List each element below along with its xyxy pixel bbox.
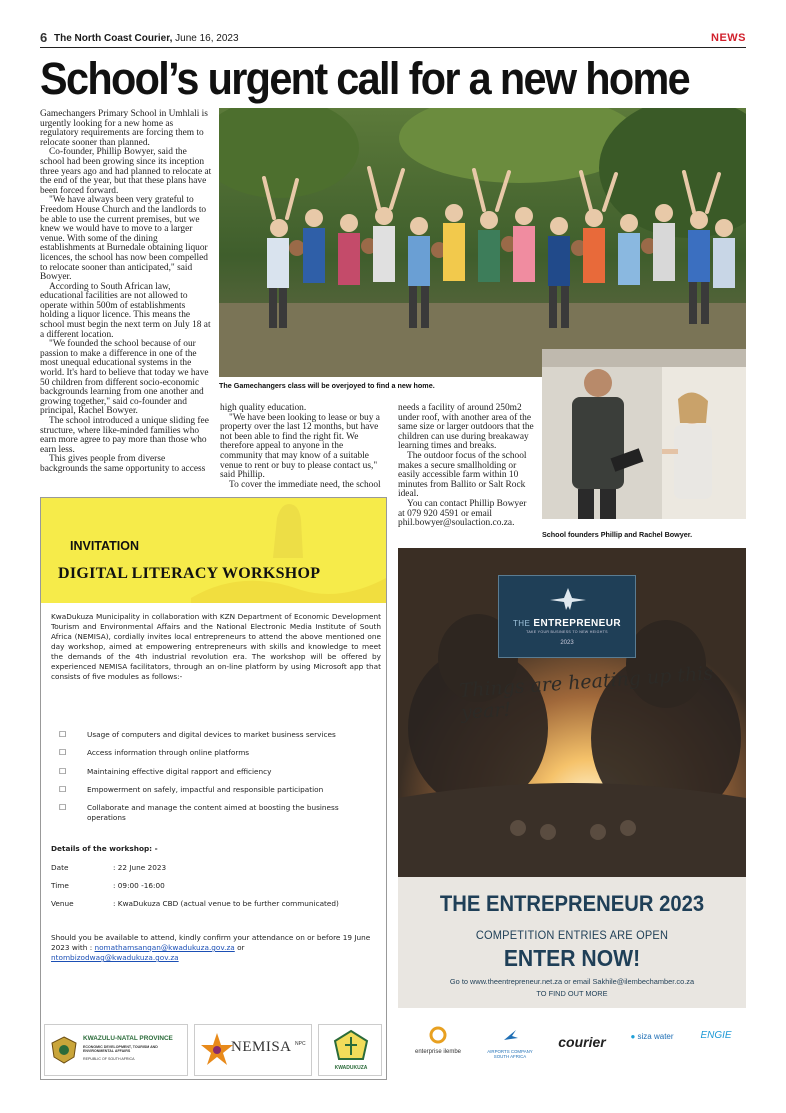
invitation-label: INVITATION [70,539,139,553]
details-value: : 22 June 2023 [113,863,167,872]
invitation-title: DIGITAL LITERACY WORKSHOP [58,565,321,582]
entrepreneur-panel [398,877,746,1008]
entrepreneur-headline: THE ENTREPRENEUR 2023 [439,891,705,916]
paragraph: needs a facility of around 250m2 under roof, with another area of the same size or larger outdoors that the children can use during breakaway learning times and breaks. [398,403,534,452]
paragraph: "We have been looking to lease or buy a property over the last 12 months, but have not been able to find the right fit. We therefore appeal to anyone in the community that may know of a suitable venue to rent or buy to please contact us," said Phillip. [220,412,380,481]
checkbox-icon: ☐ [59,730,67,739]
logo2-npc: NPC [295,1041,306,1047]
paragraph: "We founded the school because of our passion to make a difference in one of the most unequal educational systems in the world. It's hard to believe that today we have 50 children from different socio-economic backgrounds learning from one another and growing together," said co-founder and principal, Rachel Bowyer. [40,339,209,417]
list-item [59,767,379,777]
rsvp-prefix: Should you be available to attend, kindly confirm your attendance on or before 19 June 2023 with : [51,933,371,952]
entrepreneur-more: TO FIND OUT MORE [536,989,608,998]
nemisa-star-icon [199,1031,235,1071]
sponsor-enterprise-ilembe [408,1026,468,1055]
article-column-2 [220,404,383,490]
module-text: Usage of computers and digital devices to market business services [87,730,336,739]
photo-caption-1: The Gamechangers class will be overjoyed to find a new home. [219,381,435,390]
publication-line [54,33,239,44]
list-item [59,803,379,823]
ilembe-icon [428,1026,448,1044]
sponsor-label [622,1032,682,1041]
publication-name: The North Coast Courier, [54,33,173,44]
kzn-province-logo [44,1024,188,1076]
list-item [59,730,379,740]
sponsor-engie [690,1030,742,1041]
kwadukuza-logo [318,1024,382,1076]
logo-year: 2023 [560,640,574,646]
paragraph: Co-founder, Phillip Bowyer, said the school had been growing since its inception three years ago and had planned to relocate at the end of the year, but that these plans have been forced forward. [40,147,212,196]
script-tagline: Things are heating up this year! [458,662,714,724]
checkbox-icon: ☐ [59,784,67,794]
enter-now-cta[interactable]: ENTER NOW! [503,945,641,971]
sponsor-label: courier [558,1034,606,1050]
siza-text: siza water [637,1032,674,1041]
modules-list [59,730,379,831]
details-key: Time [51,881,69,890]
logo-the: THE [513,619,531,628]
logo1-title: KWAZULU-NATAL PROVINCE [83,1035,173,1042]
sponsor-siza-water [622,1032,682,1041]
invitation-logos [44,1018,384,1078]
entrepreneur-subheadline: COMPETITION ENTRIES ARE OPEN [475,928,669,942]
logo-tagline: TAKE YOUR BUSINESS TO NEW HEIGHTS [526,630,608,634]
entrepreneur-logo [498,575,636,658]
article-headline: School’s urgent call for a new home [40,53,690,104]
sponsor-courier [552,1034,612,1050]
sponsor-label: AIRPORTS COMPANY SOUTH AFRICA [487,1049,533,1059]
page-number: 6 [40,30,48,45]
article-column-3 [398,404,534,529]
nemisa-logo [194,1024,312,1076]
class-photo [219,108,746,377]
logo-word: ENTREPRENEUR [533,618,621,629]
entrepreneur-ad [398,548,746,1008]
invitation-body: KwaDukuza Municipality in collaboration with KZN Department of Economic Development Tourism and Environmental Affairs and the National Electronic Media Institute of South Africa (NEMISA), cordially invites local entrepreneurs to attend the above mentioned one day workshop, aimed at empowering entrepreneurs with skills and knowledge to meet the demands of the 4th industrial revolution era. The workshop will be offered by experienced NEMISA facilitators, through an on-line platform by using Microsoft app that consists of five modules as follows:- [51,612,381,681]
paragraph: This gives people from diverse backgrounds the same opportunity to access [40,454,206,474]
rsvp-text [51,933,381,963]
class-photo-image [219,108,746,377]
module-text: Access information through online platforms [87,748,250,758]
paragraph: You can contact Phillip Bowyer at 079 920 4591 or email phil.bowyer@soulaction.co.za. [398,498,527,529]
module-text: Empowerment on safely, impactful and responsible participation [87,784,324,794]
workshop-details [51,844,381,917]
section-label: NEWS [711,32,746,44]
details-row-time [51,881,381,899]
founders-photo [542,349,746,519]
coat-of-arms-icon [49,1035,79,1065]
logo1-country: REPUBLIC OF SOUTH AFRICA [83,1057,135,1061]
logo2-title: NEMISA [231,1039,292,1055]
logo-name [499,618,635,629]
plane-icon [548,584,588,614]
module-text: Collaborate and manage the content aimed at boosting the business operations [86,803,339,823]
checkbox-icon: ☐ [59,766,67,776]
photo-caption-2: School founders Phillip and Rachel Bowyer. [542,530,693,539]
publication-date: June 16, 2023 [175,33,239,44]
paragraph: "We have always been very grateful to Freedom House Church and the landlords to be able to use the current premises, but we knew we would have to move to a larger venue. With some of the dining establishments at Burnedale obtaining liquor licences, the school has now been compelled to relocate sooner than anticipated," said Bowyer. [40,195,208,283]
water-drop-icon: ● [630,1032,636,1041]
paragraph: To cover the immediate need, the school [229,479,381,490]
paragraph: The outdoor focus of the school makes a secure smallholding or easily accessible farm within 10 minutes from Ballito or Salt Rock ideal. [398,450,527,500]
airports-icon [500,1026,520,1044]
details-value: : KwaDukuza CBD (actual venue to be further communicated) [113,899,339,908]
checkbox-icon: ☐ [59,803,67,813]
email-link-2[interactable]: ntombizodwag@kwadukuza.gov.za [51,953,179,962]
sponsor-label: ENGIE [700,1030,732,1041]
details-key: Venue [51,899,74,908]
paragraph: According to South African law, educational facilities are not allowed to operate within 500m of establishments holding a liquor licence. This means the school must begin the next term on July 18 at a different location. [40,281,211,340]
details-row-date [51,863,381,881]
rsvp-or: or [234,943,245,952]
details-heading: Details of the workshop: - [51,844,158,853]
entrepreneur-contact: Go to www.theentrepreneur.net.za or email Sakhile@ilembechamber.co.za [449,977,695,986]
checkbox-icon: ☐ [59,748,67,758]
invitation-ad [40,497,387,1080]
sponsor-logos [398,1008,746,1080]
article-column-1 [40,110,213,475]
paragraph: high quality education. [220,403,307,413]
list-item [59,748,379,758]
logo1-subtitle: ECONOMIC DEVELOPMENT, TOURISM AND ENVIRONMENTAL AFFAIRS [83,1045,158,1054]
details-value: : 09:00 -16:00 [113,881,165,890]
founders-photo-image [542,349,746,519]
details-key: Date [51,863,69,872]
details-row-venue [51,899,381,917]
paragraph: Gamechangers Primary School in Umhlali is urgently looking for a new home as regulatory requirements are forcing them to relocate sooner than planned. [40,109,208,148]
module-text: Maintaining effective digital rapport and efficiency [87,766,272,776]
kwadukuza-crest-icon [331,1029,371,1063]
sponsor-label: enterprise ilembe [414,1049,462,1055]
paragraph: The school introduced a unique sliding fee structure, where like-minded families who earn more agree to pay more than those who earn less. [40,416,209,455]
email-link-1[interactable]: nomathamsanqan@kwadukuza.gov.za [94,943,235,952]
list-item [59,785,379,795]
sponsor-airports-company [480,1026,540,1059]
logo3-title: KWADUKUZA [334,1065,368,1071]
invitation-banner [41,498,386,603]
page-header [40,30,746,48]
